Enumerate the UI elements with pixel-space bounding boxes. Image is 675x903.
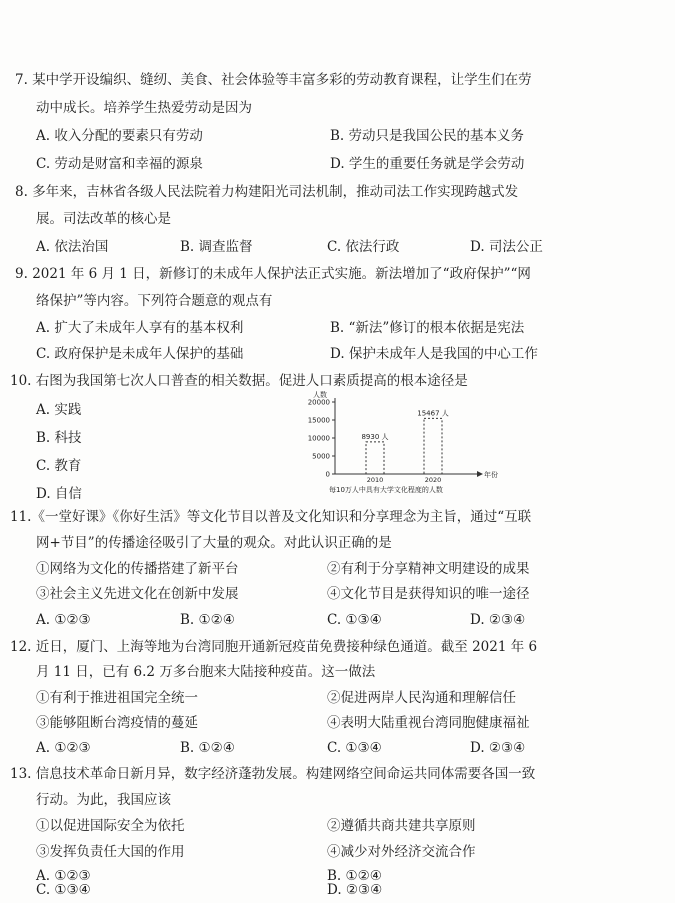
- q7-option-b: B. 劳动只是我国公民的基本义务: [330, 128, 525, 144]
- q12-statement-2: ②促进两岸人民沟通和理解信任: [327, 690, 516, 706]
- question-8-line-2: 展。司法改革的核心是: [36, 211, 171, 227]
- q13-statement-4: ④减少对外经济交流合作: [327, 844, 476, 860]
- question-11-line-1: 11.《一堂好课》《你好生活》等文化节目以普及文化知识和分享理念为主旨，通过“互联: [10, 509, 532, 525]
- q12-statement-3: ③能够阻断台湾疫情的蔓延: [36, 715, 198, 731]
- x-tick-label: 2020: [424, 476, 442, 484]
- y-tick-label: 0: [325, 470, 330, 479]
- question-13-line-1: 13. 信息技术革命日新月异，数字经济蓬勃发展。构建网络空间命运共同体需要各国一致: [10, 766, 536, 782]
- x-tick-label: 2010: [366, 476, 384, 484]
- chart-xlabel: 年份: [484, 471, 498, 479]
- q9-option-c: C. 政府保护是未成年人保护的基础: [36, 346, 244, 362]
- q12-statement-4: ④表明大陆重视台湾同胞健康福祉: [327, 715, 530, 731]
- y-tick-label: 15000: [307, 416, 330, 425]
- q11-option-a: A. ①②③: [36, 612, 91, 628]
- q10-option-c: C. 教育: [36, 458, 82, 474]
- q13-option-a: A. ①②③: [36, 868, 91, 884]
- q8-option-a: A. 依法治国: [36, 239, 109, 255]
- q10-option-d: D. 自信: [36, 486, 82, 502]
- bar-value-label: 8930 人: [361, 432, 389, 441]
- question-9-line-1: 9. 2021 年 6 月 1 日，新修订的未成年人保护法正式实施。新法增加了“政府保护”“网: [15, 266, 531, 282]
- population-chart: [295, 388, 515, 503]
- q8-option-b: B. 调查监督: [180, 239, 253, 255]
- question-7-line-1: 7. 某中学开设编织、缝纫、美食、社会体验等丰富多彩的劳动教育课程，让学生们在劳: [15, 72, 532, 88]
- q13-statement-1: ①以促进国际安全为依托: [36, 818, 185, 834]
- q13-option-d: D. ②③④: [327, 882, 383, 898]
- q8-option-c: C. 依法行政: [327, 239, 400, 255]
- y-tick-label: 5000: [312, 452, 330, 461]
- q13-statement-3: ③发挥负责任大国的作用: [36, 844, 185, 860]
- bar-value-label: 15467 人: [417, 409, 449, 418]
- q10-option-a: A. 实践: [36, 402, 82, 418]
- q11-statement-1: ①网络为文化的传播搭建了新平台: [36, 561, 239, 577]
- q13-statement-2: ②遵循共商共建共享原则: [327, 818, 476, 834]
- question-13-line-2: 行动。为此，我国应该: [36, 792, 171, 808]
- question-8-line-1: 8. 多年来，吉林省各级人民法院着力构建阳光司法机制，推动司法工作实现跨越式发: [15, 184, 519, 200]
- question-12-line-1: 12. 近日，厦门、上海等地为台湾同胞开通新冠疫苗免费接种绿色通道。截至 2021 年 6: [10, 639, 538, 655]
- q7-option-c: C. 劳动是财富和幸福的源泉: [36, 156, 203, 172]
- question-10-line-1: 10. 右图为我国第七次人口普查的相关数据。促进人口素质提高的根本途径是: [10, 373, 468, 389]
- question-12-line-2: 月 11 日，已有 6.2 万多台胞来大陆接种疫苗。这一做法: [36, 664, 376, 680]
- q13-option-b: B. ①②④: [327, 868, 382, 884]
- question-11-line-2: 网+节目”的传播途径吸引了大量的观众。对此认识正确的是: [36, 535, 392, 551]
- q9-option-d: D. 保护未成年人是我国的中心工作: [330, 346, 538, 362]
- q9-option-b: B. “新法”修订的根本依据是宪法: [330, 320, 525, 336]
- q11-statement-2: ②有利于分享精神文明建设的成果: [327, 561, 530, 577]
- bar-2010: [366, 442, 384, 474]
- x-axis-arrow: [477, 471, 483, 477]
- q12-option-c: C. ①③④: [327, 740, 382, 756]
- q8-option-d: D. 司法公正: [470, 239, 543, 255]
- q12-option-d: D. ②③④: [470, 740, 526, 756]
- q12-option-a: A. ①②③: [36, 740, 91, 756]
- q9-option-a: A. 扩大了未成年人享有的基本权利: [36, 320, 244, 336]
- q11-option-d: D. ②③④: [470, 612, 526, 628]
- q11-option-b: B. ①②④: [180, 612, 235, 628]
- chart-ylabel: 人数: [313, 391, 327, 399]
- bar-2020: [424, 418, 442, 474]
- q10-option-b: B. 科技: [36, 430, 82, 446]
- y-tick-label: 20000: [307, 398, 330, 407]
- q11-statement-4: ④文化节目是获得知识的唯一途径: [327, 586, 530, 602]
- q7-option-d: D. 学生的重要任务就是学会劳动: [330, 156, 525, 172]
- question-9-line-2: 络保护”等内容。下列符合题意的观点有: [36, 293, 273, 309]
- q7-option-a: A. 收入分配的要素只有劳动: [36, 128, 203, 144]
- q11-statement-3: ③社会主义先进文化在创新中发展: [36, 586, 239, 602]
- q11-option-c: C. ①③④: [327, 612, 382, 628]
- y-tick-label: 10000: [307, 434, 330, 443]
- chart-caption: 每10万人中具有大学文化程度的人数: [329, 486, 443, 494]
- q13-option-c: C. ①③④: [36, 882, 91, 898]
- question-7-line-2: 动中成长。培养学生热爱劳动是因为: [36, 100, 252, 116]
- q12-statement-1: ①有利于推进祖国完全统一: [36, 690, 198, 706]
- q12-option-b: B. ①②④: [180, 740, 235, 756]
